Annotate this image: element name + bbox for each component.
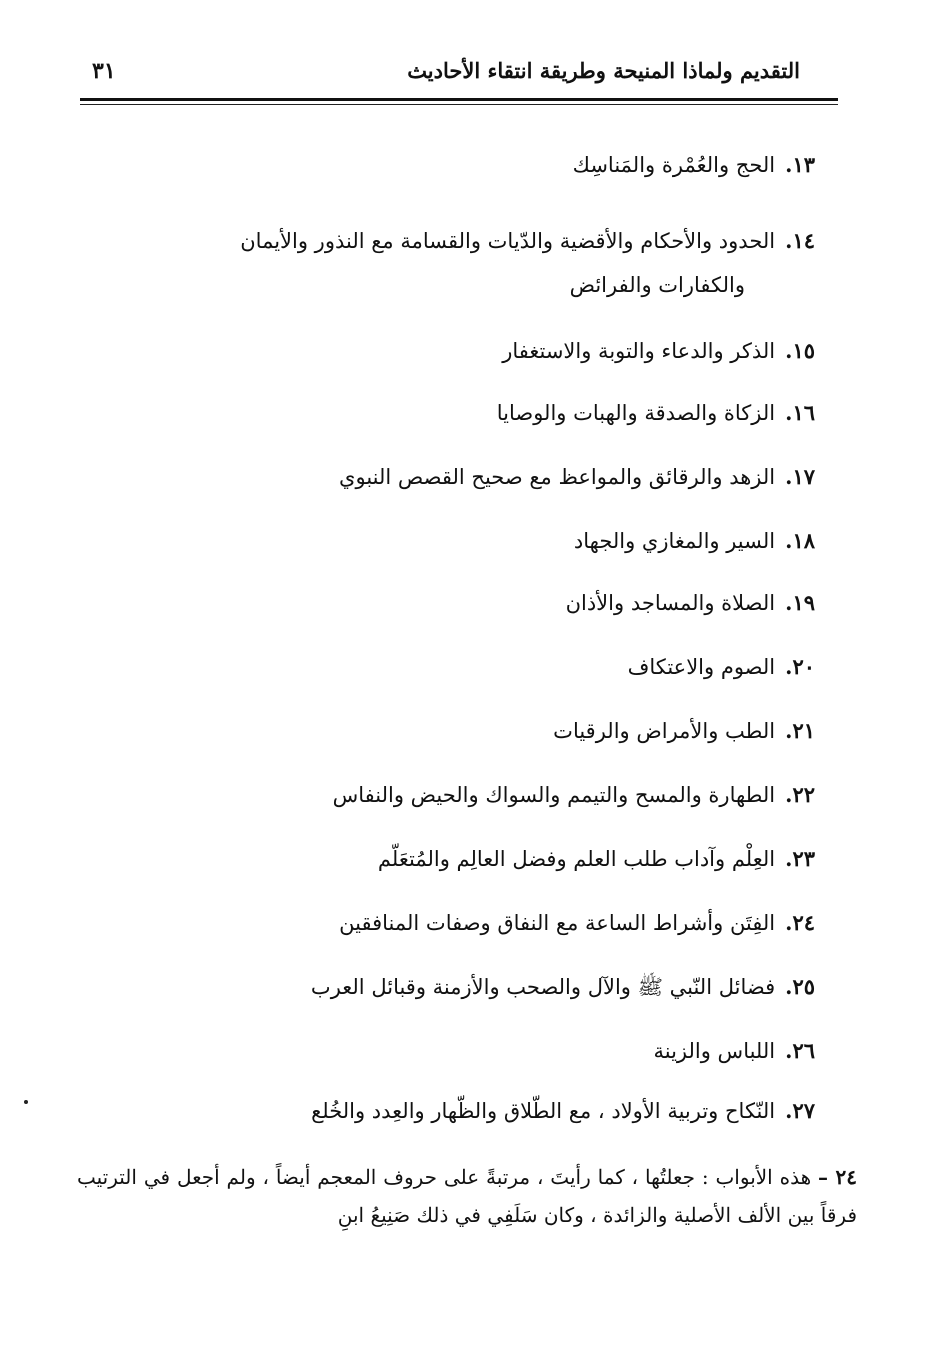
item-text: السير والمغازي والجهاد [573, 529, 776, 553]
item-number: ١٨. [785, 528, 815, 553]
item-number: ١٧. [785, 464, 815, 489]
header-rule-thin [80, 104, 838, 105]
header-title: التقديم ولماذا المنيحة وطريقة انتقاء الأحاديث [407, 58, 800, 83]
item-text: الصوم والاعتكاف [627, 655, 776, 679]
item-number: ١٥. [785, 338, 815, 363]
item-text: الطب والأمراض والرقيات [553, 719, 776, 743]
paragraph-number: ٢٤ – [818, 1165, 858, 1189]
list-item [339, 462, 815, 492]
list-item [311, 1096, 815, 1126]
list-item [339, 908, 815, 938]
list-item [333, 780, 815, 810]
list-item [502, 336, 815, 366]
item-text: الزكاة والصدقة والهبات والوصايا [496, 401, 776, 425]
item-number: ١٣. [785, 152, 815, 177]
item-text: النّكاح وتربية الأولاد ، مع الطّلاق والظّهار والعِدد والخُلع [311, 1099, 776, 1123]
item-number: ٢٧. [785, 1098, 815, 1123]
item-number: ٢١. [785, 718, 815, 743]
item-text: الزهد والرقائق والمواعظ مع صحيح القصص النبوي [339, 465, 776, 489]
list-item [378, 844, 815, 874]
list-item [311, 972, 815, 1002]
item-text: الفِتَن وأشراط الساعة مع النفاق وصفات المنافقين [339, 911, 776, 935]
item-text: الحدود والأحكام والأقضية والدّيات والقسامة مع النذور والأيمان [240, 229, 776, 253]
item-text: الذكر والدعاء والتوبة والاستغفار [502, 339, 776, 363]
paragraph-text: هذه الأبواب : جعلتُها ، كما رأيتَ ، مرتبةً على حروف المعجم أيضاً ، ولم أجعل في الترتيب فرقاً بين الألف الأصلية والزائدة ، وكان سَلَفِي في ذلك صَنِيعُ ابنِ [77, 1165, 857, 1227]
list-item [497, 398, 815, 428]
item-number: ١٦. [785, 400, 815, 425]
item-number: ٢٠. [785, 654, 815, 679]
scan-speck [24, 1100, 28, 1104]
item-text: الحج والعُمْرة والمَناسِك [572, 153, 776, 177]
item-text: الصلاة والمساجد والأذان [565, 591, 776, 615]
item-text: العِلْم وآداب طلب العلم وفضل العالِم والمُتعَلّم [377, 847, 776, 871]
item-number: ٢٢. [785, 782, 815, 807]
body-paragraph [77, 1158, 857, 1234]
list-item [653, 1036, 815, 1066]
item-text-continuation: والكفارات والفرائض [569, 273, 745, 297]
item-number: ٢٦. [785, 1038, 815, 1063]
item-number: ٢٣. [785, 846, 815, 871]
list-item-continuation [570, 270, 745, 300]
list-item [553, 716, 815, 746]
item-number: ١٩. [785, 590, 815, 615]
item-text: فضائل النّبي ﷺ والآل والصحب والأزمنة وقبائل العرب [310, 975, 776, 999]
page-number: ٣١ [92, 58, 116, 84]
item-text: الطهارة والمسح والتيمم والسواك والحيض والنفاس [332, 783, 776, 807]
item-number: ٢٥. [785, 974, 815, 999]
list-item [573, 150, 815, 180]
header-rule [80, 98, 838, 101]
item-text: اللباس والزينة [653, 1039, 776, 1063]
item-number: ١٤. [785, 228, 815, 253]
running-header [80, 52, 800, 92]
list-item [628, 652, 815, 682]
item-number: ٢٤. [785, 910, 815, 935]
list-item [566, 588, 815, 618]
list-item [105, 226, 815, 256]
list-item [574, 526, 815, 556]
